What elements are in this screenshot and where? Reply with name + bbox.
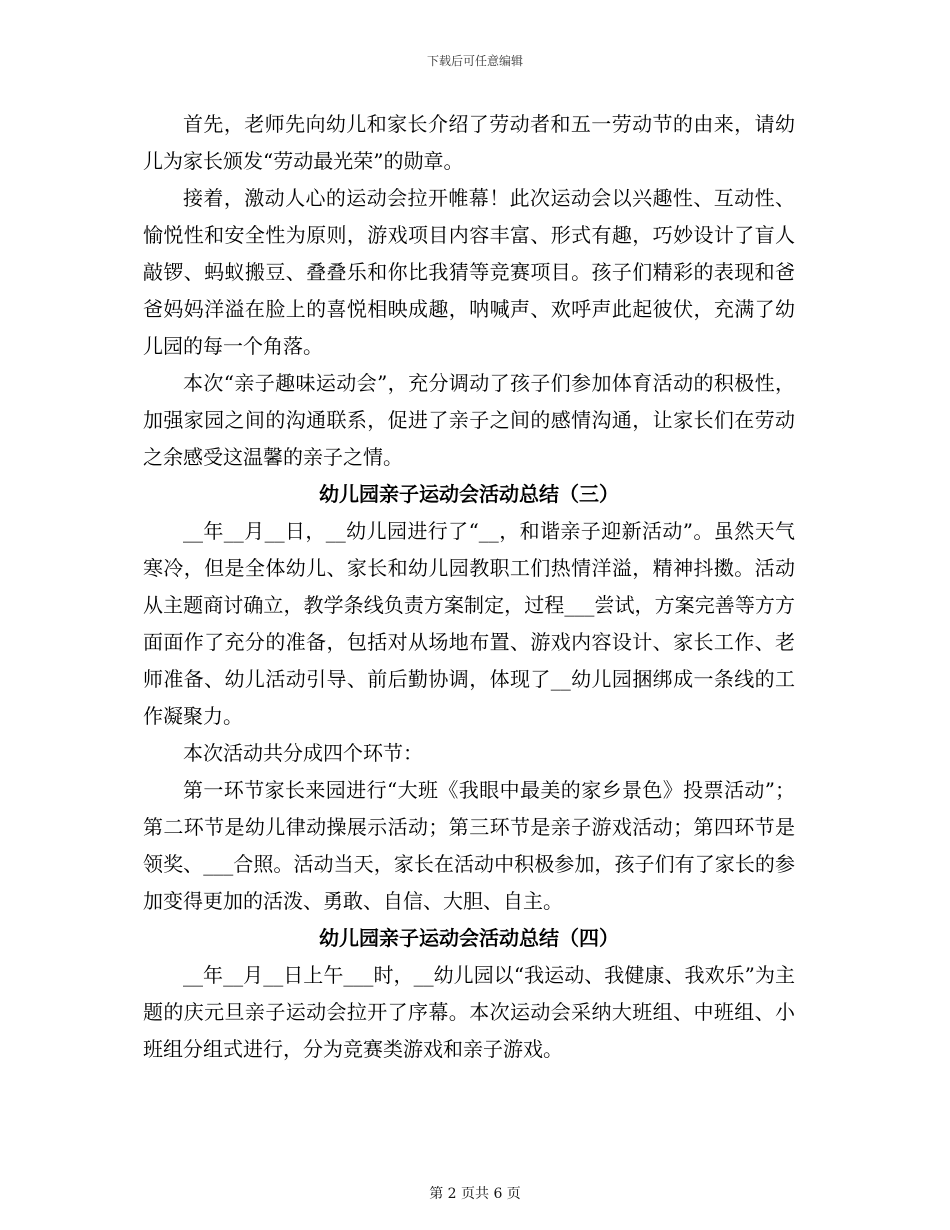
paragraph: 本次活动共分成四个环节： [183,741,423,765]
paragraph: 首先，老师先向幼儿和家长介绍了劳动者和五一劳动节的由来，请幼儿为家长颁发“劳动最光荣”的勋章。 [143,112,795,173]
paragraph: __年__月__日，__幼儿园进行了“__，和谐亲子迎新活动”。虽然天气寒冷，但是全体幼儿、家长和幼儿园教职工们热情洋溢，精神抖擞。活动从主题商讨确立，教学条线负责方案制定，过程___尝试，方案完善等方方面面作了充分的准备，包括对从场地布置、游戏内容设计、家长工作、老师准备、幼儿活动引导、前后勤协调，体现了__幼儿园捆绑成一条线的工作凝聚力。 [143,519,795,728]
paragraph: 第一环节家长来园进行“大班《我眼中最美的家乡景色》投票活动”；第二环节是幼儿律动操展示活动；第三环节是亲子游戏活动；第四环节是领奖、___合照。活动当天，家长在活动中积极参加，孩子们有了家长的参加变得更加的活泼、勇敢、自信、大胆、自主。 [143,778,795,913]
paragraph: 接着，激动人心的运动会拉开帷幕！此次运动会以兴趣性、互动性、愉悦性和安全性为原则，游戏项目内容丰富、形式有趣，巧妙设计了盲人敲锣、蚂蚁搬豆、叠叠乐和你比我猜等竞赛项目。孩子们精彩的表现和爸爸妈妈洋溢在脸上的喜悦相映成趣，呐喊声、欢呼声此起彼伏，充满了幼儿园的每一个角落。 [143,186,795,358]
paragraph: __年__月__日上午___时，__幼儿园以“我运动、我健康、我欢乐”为主题的庆元旦亲子运动会拉开了序幕。本次运动会采纳大班组、中班组、小班组分组式进行，分为竞赛类游戏和亲子游戏。 [143,963,795,1061]
document-body [143,106,795,1068]
page-footer: 第 2 页共 6 页 [429,1186,521,1202]
section-heading: 幼儿园亲子运动会活动总结（四） [319,926,619,950]
page-header: 下载后可任意编辑 [426,54,523,68]
paragraph: 本次“亲子趣味运动会”，充分调动了孩子们参加体育活动的积极性，加强家园之间的沟通联系，促进了亲子之间的感情沟通，让家长们在劳动之余感受这温馨的亲子之情。 [143,371,795,469]
section-heading: 幼儿园亲子运动会活动总结（三） [319,482,619,506]
